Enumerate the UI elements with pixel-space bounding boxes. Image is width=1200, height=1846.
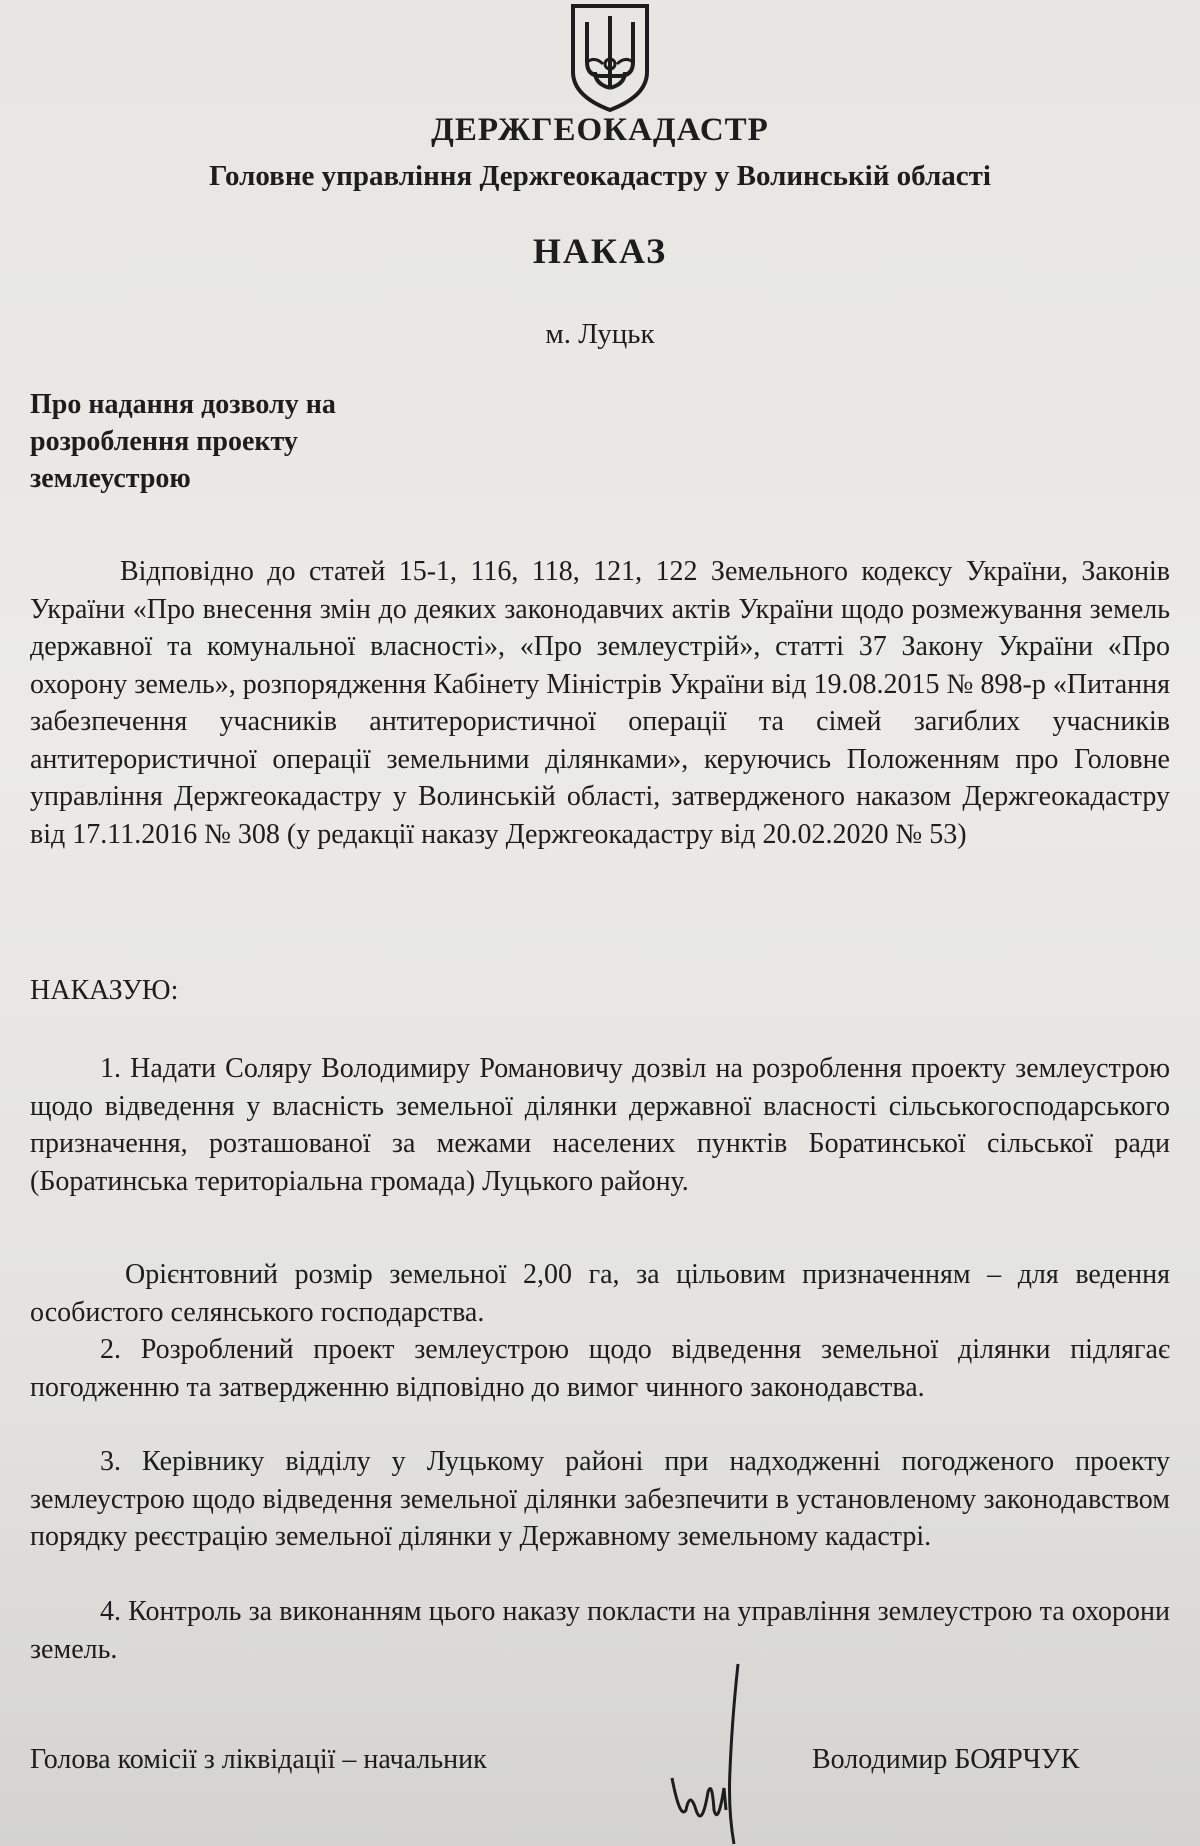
trident-coat-of-arms-icon — [565, 0, 655, 112]
order-heading: НАКАЗУЮ: — [30, 975, 179, 1006]
issue-city: м. Луцьк — [545, 318, 655, 350]
subject-line: Про надання дозволу на — [30, 389, 336, 420]
document-type: НАКАЗ — [532, 231, 668, 271]
order-item-4: 4. Контроль за виконанням цього наказу покласти на управління землеустрою та охорони земель. — [30, 1596, 1170, 1665]
department-name: Головне управління Держгеокадастру у Волинській області — [209, 160, 991, 192]
order-item-1: 1. Надати Соляру Володимиру Романовичу дозвіл на розроблення проекту землеустрою щодо відведення у власність земельної ділянки державної власності сільськогосподарського призначення, розташованої за межами населених пунктів Боратинської сільської ради (Боратинська територіальна громада) Луцького району. — [30, 1053, 1170, 1197]
signatory-name: Володимир БОЯРЧУК — [812, 1744, 1080, 1775]
order-item-2: 2. Розроблений проект землеустрою щодо відведення земельної ділянки підлягає погодженню та затвердженню відповідно до вимог чинного законодавства. — [30, 1334, 1170, 1403]
handwritten-signature — [660, 1660, 780, 1846]
signatory-title: Голова комісії з ліквідації – начальник — [30, 1744, 487, 1775]
document-subject — [30, 386, 450, 497]
preamble-paragraph: Відповідно до статей 15-1, 116, 118, 121, 122 Земельного кодексу України, Законів України «Про внесення змін до деяких законодавчих актів України щодо розмежування земель державної та комунальної власності», «Про землеустрій», статті 37 Закону України «Про охорону земель», розпорядження Кабінету Міністрів України від 19.08.2015 № 898-р «Питання забезпечення учасників антитерористичної операції та сімей загиблих учасників антитерористичної операції земельними ділянками», керуючись Положенням про Головне управління Держгеокадастру у Волинській області, затвердженого наказом Держгеокадастру від 17.11.2016 № 308 (у редакції наказу Держгеокадастру від 20.02.2020 № 53) — [30, 556, 1170, 850]
subject-line: землеустрою — [30, 463, 191, 494]
subject-line: розроблення проекту — [30, 426, 298, 457]
order-item-3: 3. Керівнику відділу у Луцькому районі при надходженні погодженого проекту землеустрою щодо відведення земельної ділянки забезпечити в установленому законодавством порядку реєстрацію земельної ділянки у Державному земельному кадастрі. — [30, 1446, 1170, 1552]
order-item-1-note: Орієнтовний розмір земельної 2,00 га, за цільовим призначенням – для ведення особистого селянського господарства. — [30, 1259, 1170, 1328]
agency-name: ДЕРЖГЕОКАДАСТР — [431, 112, 769, 148]
